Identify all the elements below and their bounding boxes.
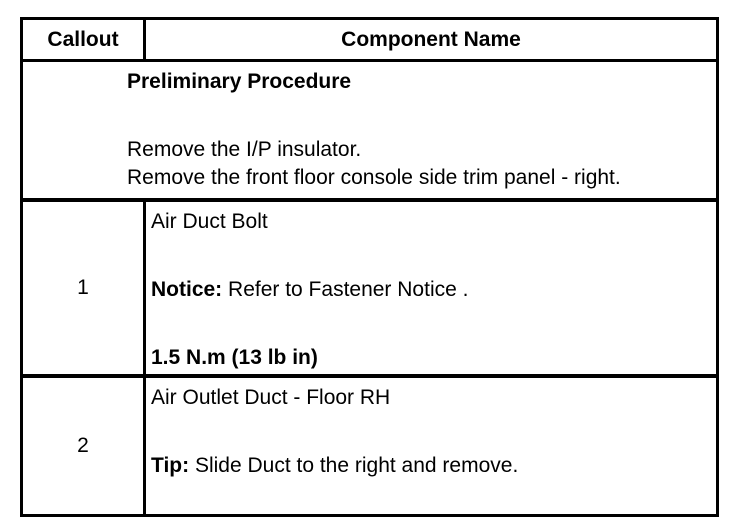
preliminary-procedure-section <box>23 62 716 202</box>
notice-note <box>151 278 468 302</box>
torque-spec: 1.5 N.m (13 lb in) <box>151 346 318 369</box>
tip-text: Slide Duct to the right and remove. <box>189 454 519 477</box>
component-name: Air Duct Bolt <box>151 210 268 233</box>
tip-note <box>151 454 518 478</box>
table-row <box>23 202 716 378</box>
notice-label: Notice: <box>151 278 223 301</box>
preliminary-step: Remove the front floor console side trim panel - right. <box>127 166 621 189</box>
preliminary-step: Remove the I/P insulator. <box>127 138 362 161</box>
preliminary-procedure-title: Preliminary Procedure <box>127 70 352 93</box>
notice-text: Refer to Fastener Notice . <box>222 278 469 301</box>
callout-number: 2 <box>23 378 146 514</box>
table-row <box>23 378 716 514</box>
callout-column-header: Callout <box>23 20 146 59</box>
component-name-column-header: Component Name <box>341 27 521 51</box>
component-name: Air Outlet Duct - Floor RH <box>151 386 391 409</box>
procedure-table <box>20 17 719 517</box>
tip-label: Tip: <box>151 454 190 477</box>
table-header <box>23 20 716 62</box>
callout-number: 1 <box>23 202 146 374</box>
